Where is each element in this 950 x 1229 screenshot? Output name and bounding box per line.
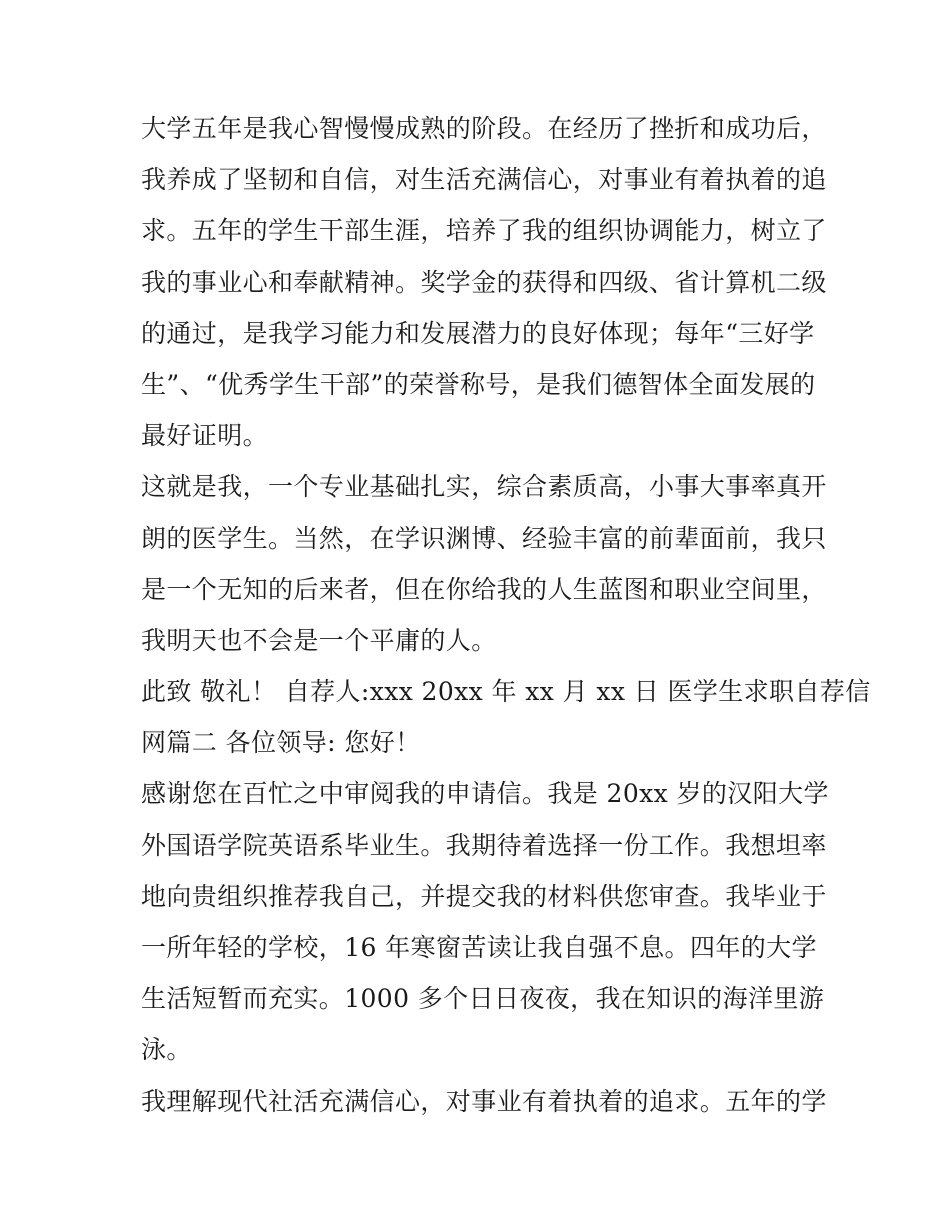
text-line: 我理解现代社活充满信心，对事业有着执着的追求。五年的学 xyxy=(141,1086,827,1116)
text-line: 求。五年的学生干部生涯，培养了我的组织协调能力，树立了 xyxy=(141,216,827,246)
text-line: 泳。 xyxy=(141,1035,192,1065)
text-line: 我的事业心和奉献精神。奖学金的获得和四级、省计算机二级 xyxy=(141,267,827,297)
text-line: 外国语学院英语系毕业生。我期待着选择一份工作。我想坦率 xyxy=(141,830,827,860)
text-line: 大学五年是我心智慢慢成熟的阶段。在经历了挫折和成功后， xyxy=(141,114,827,143)
document-body xyxy=(141,103,871,1127)
text-line: 我养成了坚韧和自信，对生活充满信心，对事业有着执着的追 xyxy=(141,165,827,195)
text-line: 生”、“优秀学生干部”的荣誉称号，是我们德智体全面发展的 xyxy=(141,369,816,399)
text-line: 的通过，是我学习能力和发展潜力的良好体现；每年“三好学 xyxy=(141,318,815,348)
text-line: 这就是我，一个专业基础扎实，综合素质高，小事大事率真开 xyxy=(141,472,827,502)
text-line: 一所年轻的学校，16 年寒窗苦读让我自强不息。四年的大学 xyxy=(141,933,817,962)
text-line: 感谢您在百忙之中审阅我的申请信。我是 20xx 岁的汉阳大学 xyxy=(141,779,829,809)
text-line: 是一个无知的后来者，但在你给我的人生蓝图和职业空间里， xyxy=(141,574,827,604)
text-line: 生活短暂而充实。1000 多个日日夜夜，我在知识的海洋里游 xyxy=(141,984,825,1014)
text-line: 最好证明。 xyxy=(141,421,269,451)
text-line: 此致 敬礼！ 自荐人:xxx 20xx 年 xx 月 xx 日 医学生求职自荐信 xyxy=(141,677,871,707)
text-line: 网篇二 各位领导: 您好！ xyxy=(141,728,421,758)
text-line: 地向贵组织推荐我自己，并提交我的材料供您审查。我毕业于 xyxy=(141,881,827,911)
text-line: 我明天也不会是一个平庸的人。 xyxy=(141,625,497,655)
text-line: 朗的医学生。当然，在学识渊博、经验丰富的前辈面前，我只 xyxy=(141,523,827,553)
